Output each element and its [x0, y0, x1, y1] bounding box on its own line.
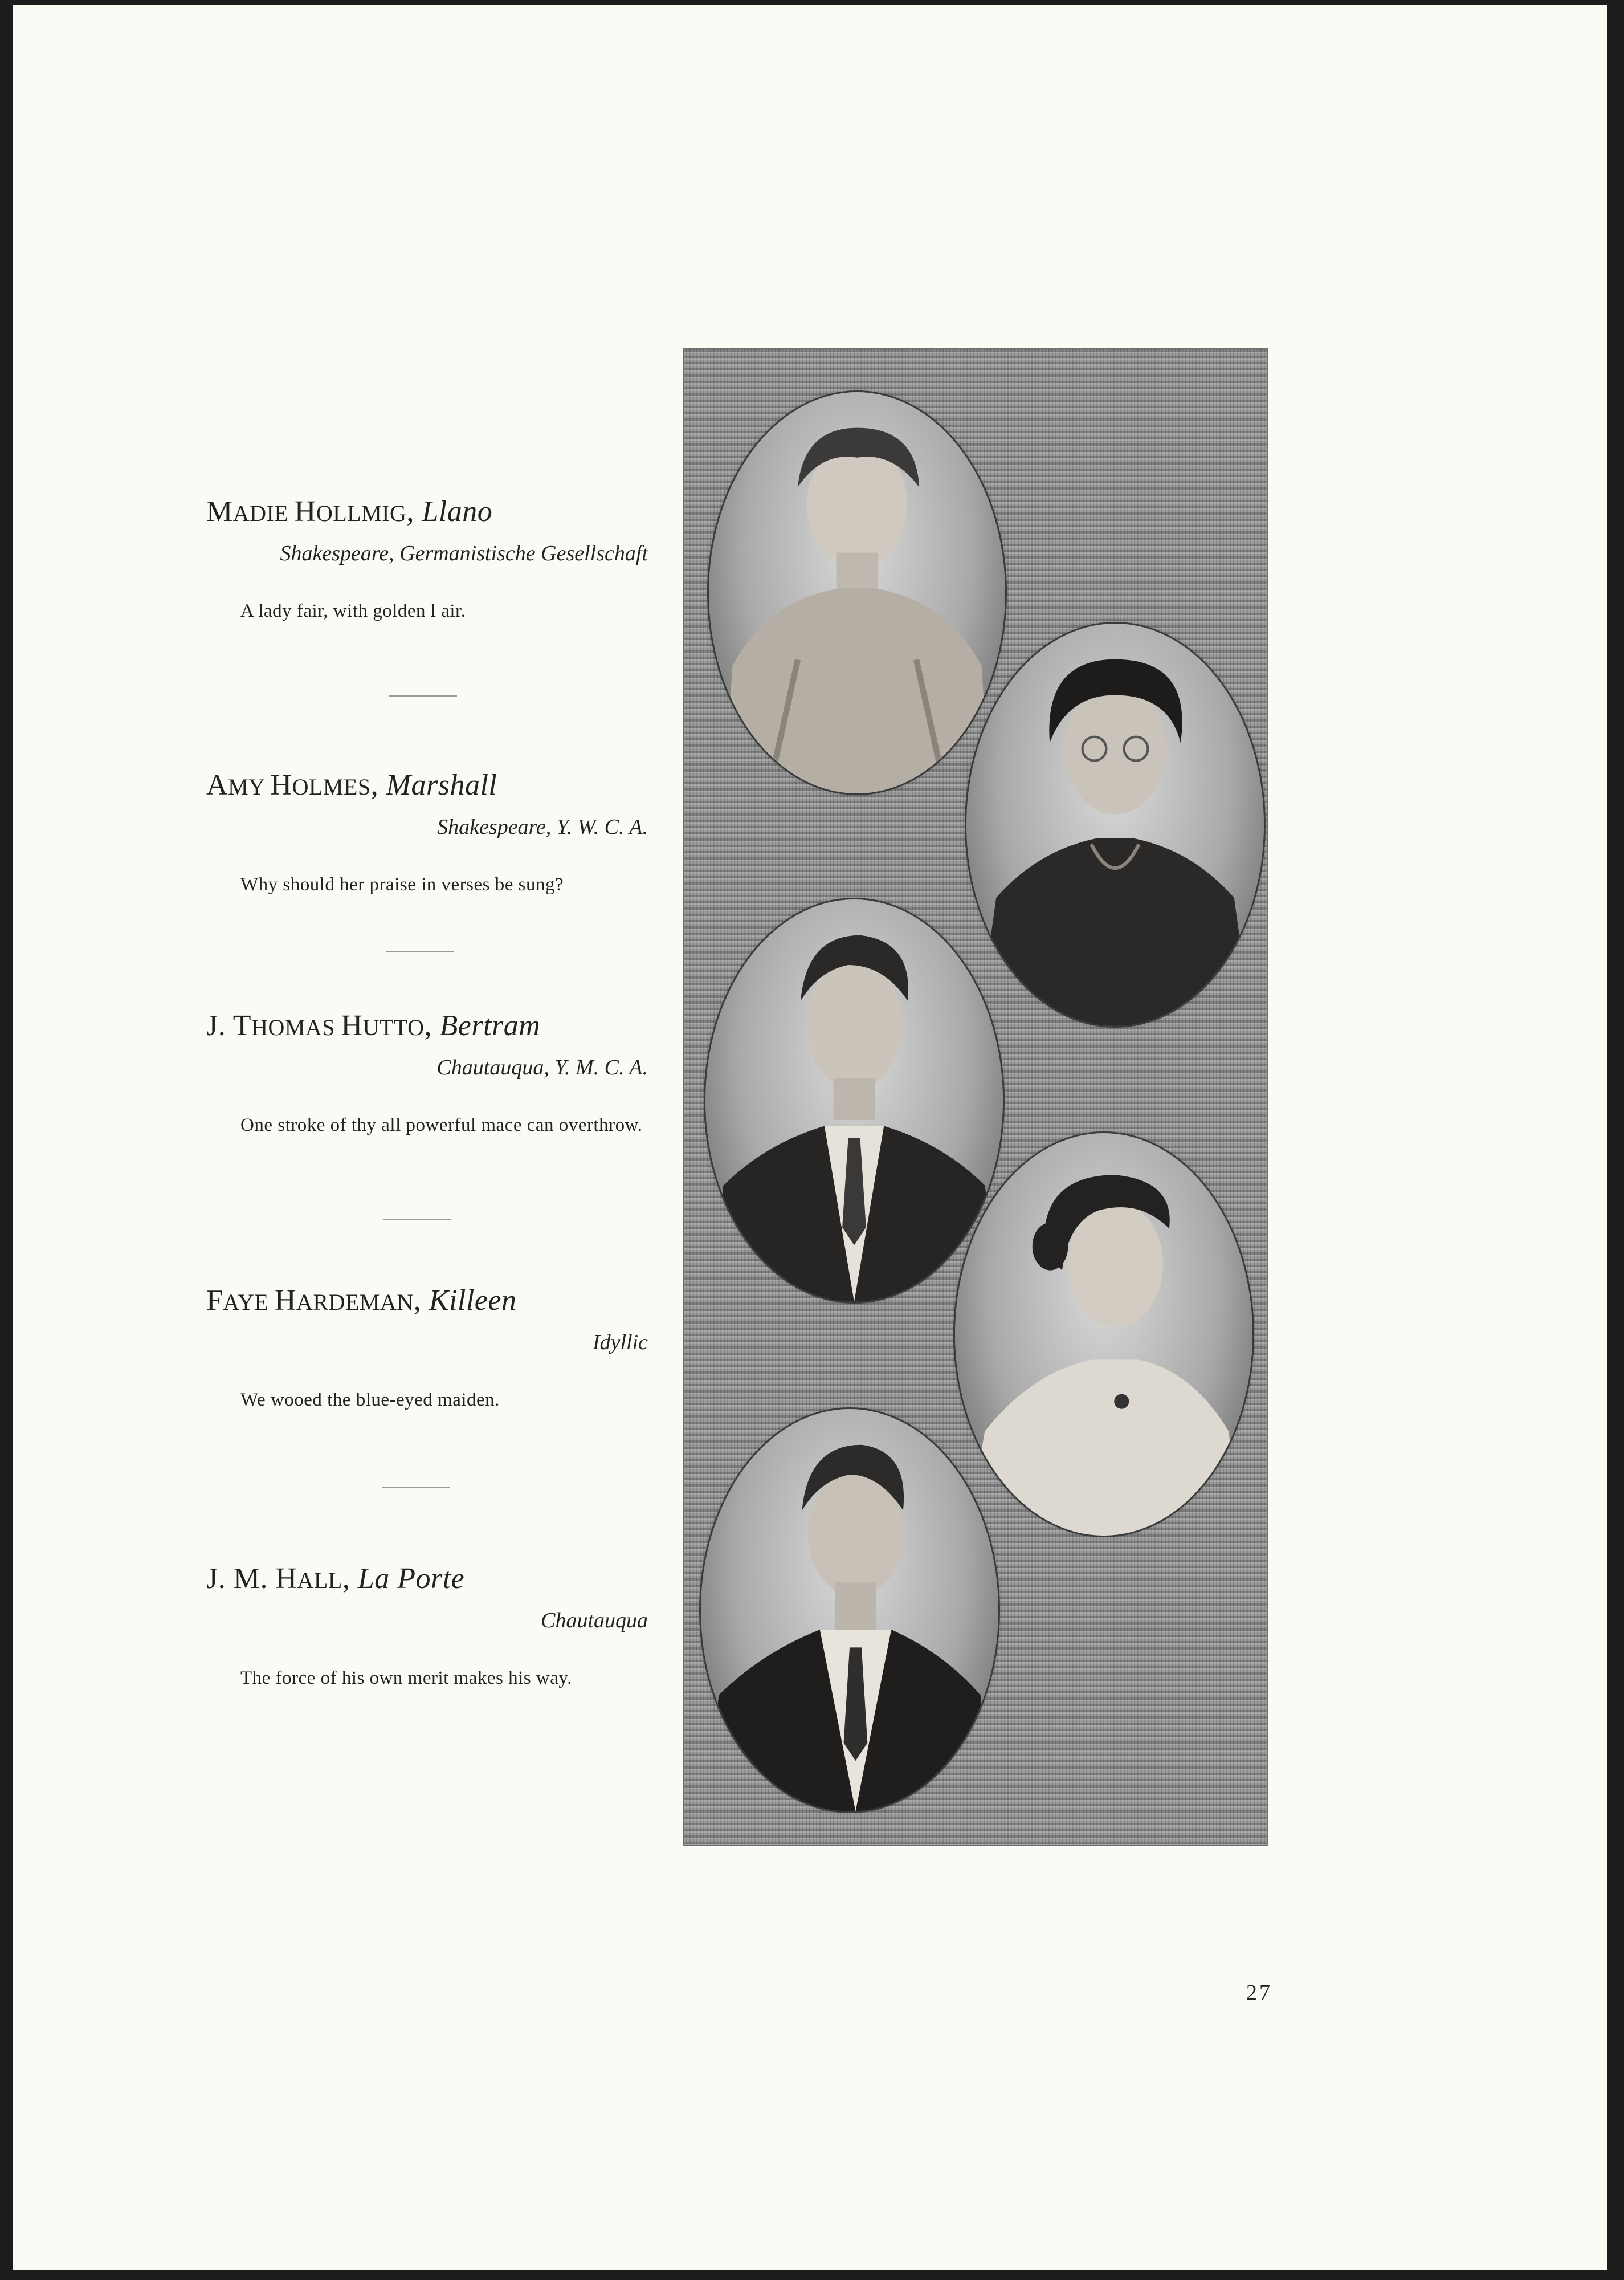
divider [386, 951, 454, 952]
hometown: Bertram [439, 1009, 541, 1042]
motto: Why should her praise in verses be sung? [240, 874, 564, 895]
hometown: Marshall [386, 769, 497, 801]
student-name: MADIE HOLLMIG, Llano [206, 495, 493, 528]
student-name: J. M. HALL, La Porte [206, 1562, 465, 1595]
hometown: La Porte [357, 1562, 465, 1595]
portrait-photo-holmes [966, 624, 1264, 1026]
hometown: Llano [422, 495, 493, 528]
motto: We wooed the blue-eyed maiden. [240, 1390, 500, 1410]
motto: One stroke of thy all powerful mace can overthrow. [240, 1115, 643, 1135]
portrait-photo-hall [701, 1409, 998, 1811]
motto: The force of his own merit makes his way. [240, 1668, 572, 1688]
portrait-photo-hutto [705, 899, 1003, 1302]
portrait-photo-hollmig [709, 392, 1005, 793]
motto: A lady fair, with golden l air. [240, 601, 466, 621]
portrait-photo-hardeman [955, 1133, 1252, 1536]
page-number: 27 [1246, 1981, 1272, 2005]
societies: Shakespeare, Y. W. C. A. [437, 815, 648, 839]
divider [383, 1219, 451, 1220]
societies: Idyllic [592, 1330, 648, 1354]
student-entry-holmes [206, 768, 648, 897]
divider [382, 1487, 450, 1488]
student-name: J. THOMAS HUTTO, Bertram [206, 1009, 541, 1042]
hometown: Killeen [429, 1284, 517, 1317]
societies: Shakespeare, Germanistische Gesellschaft [280, 542, 648, 565]
societies: Chautauqua, Y. M. C. A. [436, 1056, 648, 1080]
student-entry-hutto [206, 1009, 648, 1137]
photo-panel [683, 348, 1268, 1846]
student-name: AMY HOLMES, Marshall [206, 769, 497, 801]
student-name: FAYE HARDEMAN, Killeen [206, 1284, 517, 1317]
student-entry-hollmig [206, 495, 648, 623]
student-entry-hall [206, 1562, 648, 1690]
yearbook-page [13, 5, 1607, 2270]
divider [389, 695, 457, 697]
student-entry-hardeman [206, 1284, 648, 1412]
societies: Chautauqua [541, 1609, 648, 1632]
